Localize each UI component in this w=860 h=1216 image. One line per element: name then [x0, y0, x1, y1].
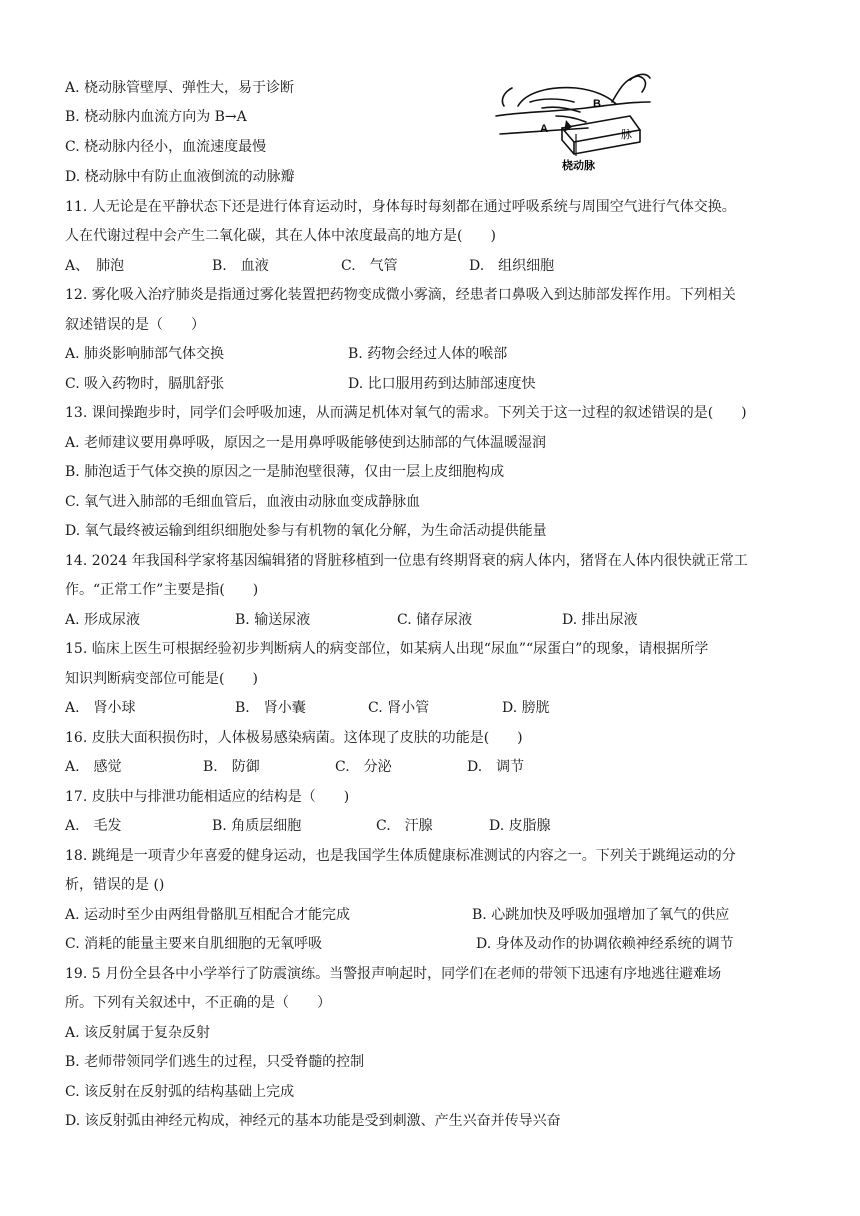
q17-option-c: C. 汗腺: [376, 818, 433, 834]
q16-option-a: A. 感觉: [65, 759, 122, 775]
q18-option-d: D. 身体及动作的协调依赖神经系统的调节: [476, 936, 734, 952]
q12-option-c: C. 吸入药物时，膈肌舒张: [65, 376, 225, 392]
q13-option-b: B. 肺泡适于气体交换的原因之一是肺泡壁很薄，仅由一层上皮细胞构成: [65, 464, 505, 480]
q10-option-d: D. 桡动脉中有防止血液倒流的动脉瓣: [65, 169, 295, 185]
q19-option-c: C. 该反射在反射弧的结构基础上完成: [65, 1084, 295, 1100]
q11-option-a: A、 肺泡: [65, 258, 125, 274]
q10-option-b: B. 桡动脉内血流方向为 B→A: [65, 109, 247, 125]
q12-option-d: D. 比口服用药到达肺部速度快: [348, 376, 536, 392]
q11-option-d: D. 组织细胞: [469, 258, 555, 274]
radial-pulse-figure: [490, 72, 660, 176]
q12-option-b: B. 药物会经过人体的喉部: [348, 346, 508, 362]
q18-option-b: B. 心跳加快及呼吸加强增加了氧气的供应: [472, 907, 730, 923]
q11-option-b: B. 血液: [212, 258, 269, 274]
q17-option-d: D. 皮脂腺: [489, 818, 551, 834]
q12-stem-line-2: 叙述错误的是（ ）: [65, 317, 205, 333]
q12-option-a: A. 肺炎影响肺部气体交换: [65, 346, 225, 362]
q15-option-b: B. 肾小囊: [235, 700, 306, 716]
q15-stem-line-1: 15. 临床上医生可根据经验初步判断病人的病变部位，如某病人出现“尿血”“尿蛋白”的现象，请根据所学: [65, 641, 709, 657]
q19-option-a: A. 该反射属于复杂反射: [65, 1025, 211, 1041]
q18-option-c: C. 消耗的能量主要来自肌细胞的无氧呼吸: [65, 936, 323, 952]
q17-option-b: B. 角质层细胞: [212, 818, 302, 834]
q18-stem-line-2: 析，错误的是 (): [65, 877, 165, 893]
q11-stem-line-1: 11. 人无论是在平静状态下还是进行体育运动时，身体每时每刻都在通过呼吸系统与周围空气进行气体交换。: [65, 199, 736, 215]
q14-option-b: B. 输送尿液: [235, 612, 311, 628]
q14-option-c: C. 储存尿液: [397, 612, 473, 628]
q15-stem-line-2: 知识判断病变部位可能是( ): [65, 671, 258, 687]
q19-stem-line-1: 19. 5 月份全县各中小学举行了防震演练。当警报声响起时，同学们在老师的带领下迅速有序地逃往避难场: [65, 966, 722, 982]
figure-caption: 桡动脉: [562, 159, 595, 172]
figure-label-pulse: 脉: [621, 128, 632, 141]
q13-stem-line-1: 13. 课间操跑步时，同学们会呼吸加速，从而满足机体对氧气的需求。下列关于这一过程的叙述错误的是( ): [65, 405, 747, 421]
q11-option-c: C. 气管: [341, 258, 398, 274]
q15-option-a: A. 肾小球: [65, 700, 136, 716]
q10-option-c: C. 桡动脉内径小，血流速度最慢: [65, 139, 267, 155]
q13-option-a: A. 老师建议要用鼻呼吸，原因之一是用鼻呼吸能够使到达肺部的气体温暖湿润: [65, 435, 547, 451]
q13-option-c: C. 氧气进入肺部的毛细血管后，血液由动脉血变成静脉血: [65, 494, 421, 510]
q18-option-a: A. 运动时至少由两组骨骼肌互相配合才能完成: [65, 907, 351, 923]
q16-stem-line-1: 16. 皮肤大面积损伤时，人体极易感染病菌。这体现了皮肤的功能是( ): [65, 730, 523, 746]
q17-stem-line-1: 17. 皮肤中与排泄功能相适应的结构是（ ): [65, 789, 350, 805]
q16-option-c: C. 分泌: [335, 759, 392, 775]
q13-option-d: D. 氧气最终被运输到组织细胞处参与有机物的氧化分解，为生命活动提供能量: [65, 523, 547, 539]
q19-stem-line-2: 所。下列有关叙述中，不正确的是（ ）: [65, 995, 331, 1011]
q17-option-a: A. 毛发: [65, 818, 122, 834]
q19-option-d: D. 该反射弧由神经元构成，神经元的基本功能是受到刺激、产生兴奋并传导兴奋: [65, 1113, 561, 1129]
q15-option-c: C. 肾小管: [368, 700, 430, 716]
q14-option-a: A. 形成尿液: [65, 612, 141, 628]
q14-stem-line-1: 14. 2024 年我国科学家将基因编辑猪的肾脏移植到一位患有终期肾衰的病人体内，猪肾在人体内很快就正常工: [65, 553, 748, 569]
q11-stem-line-2: 人在代谢过程中会产生二氧化碳，其在人体中浓度最高的地方是( ): [65, 228, 496, 244]
figure-label-a: A: [540, 123, 548, 135]
q12-stem-line-1: 12. 雾化吸入治疗肺炎是指通过雾化装置把药物变成微小雾滴，经患者口鼻吸入到达肺部发挥作用。下列相关: [65, 287, 736, 303]
figure-label-b: B: [593, 98, 601, 110]
q19-option-b: B. 老师带领同学们逃生的过程，只受脊髓的控制: [65, 1054, 365, 1070]
q18-stem-line-1: 18. 跳绳是一项青少年喜爱的健身运动，也是我国学生体质健康标准测试的内容之一。下列关于跳绳运动的分: [65, 848, 736, 864]
q16-option-b: B. 防御: [203, 759, 260, 775]
q14-option-d: D. 排出尿液: [562, 612, 638, 628]
q16-option-d: D. 调节: [467, 759, 525, 775]
q15-option-d: D. 膀胱: [502, 700, 550, 716]
q10-option-a: A. 桡动脉管壁厚、弹性大，易于诊断: [65, 80, 295, 96]
q14-stem-line-2: 作。“正常工作”主要是指( ): [65, 582, 259, 598]
